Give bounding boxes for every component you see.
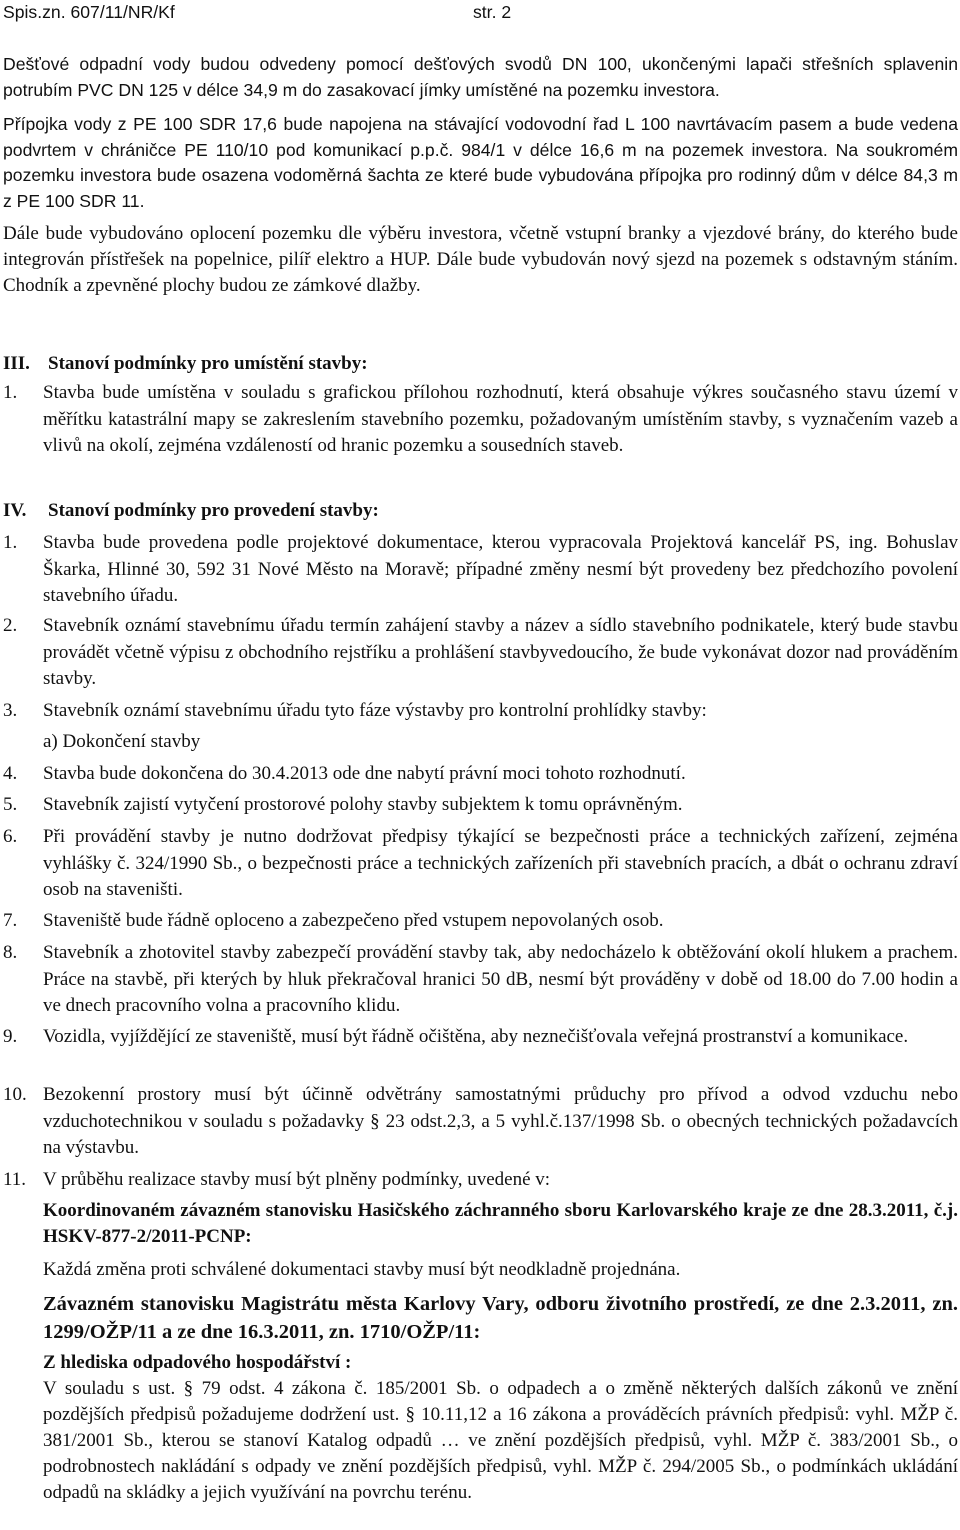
mmkv-statement-heading: Závazném stanovisku Magistrátu města Karlovy Vary, odboru životního prostředí, ze dne 2.3.2011, zn. 1299/OŽP/11 a ze dne 16.3.2011, zn. 1710/OŽP/11: [43,1293,958,1343]
list-item [3,1082,958,1162]
item-text: Stavba bude umístěna v souladu s grafickou přílohou rozhodnutí, která obsahuje výkres současného stavu území v měřítku katastrální mapy se zakreslením stavebního pozemku, požadovaným umístěním stavby, s vyznačením vazeb a vlivů na okolí, zejména vzdáleností od hranic pozemku a sousedních staveb. [43,382,958,456]
item-text: Stavba bude dokončena do 30.4.2013 ode dne nabytí právní moci tohoto rozhodnutí. [43,763,686,784]
list-item [3,380,958,460]
list-item [3,940,958,1020]
hzs-statement-heading: Koordinovaném závazném stanovisku Hasičského záchranného sboru Karlovarského kraje ze dne 28.3.2011, č.j. HSKV-877-2/2011-PCNP: [43,1200,958,1247]
item-number: 10. [3,1084,27,1105]
section-number: IV. [3,500,27,521]
subitem-text: Dokončení stavby [62,731,201,752]
page-number: str. 2 [473,2,512,22]
paragraph-water-connection-a: Přípojka vody z PE 100 SDR 17,6 bude napojena na stávající vodovodní řad L 100 navrtávacím pasem a bude vedena podvrtem v chráničce PE 110/10 pod komunikací p.p.č. 984/1 v délce 16,6 m na pozemek investora. [3,114,958,160]
item-number: 1. [3,532,18,553]
list-subitem [43,729,200,755]
waste-management-text: V souladu s ust. § 79 odst. 4 zákona č. 185/2001 Sb. o odpadech a o změně některých dalších zákonů ve znění pozdějších předpisů požadujeme dodržení ust. § 10.11,12 a 16 zákona a prováděcích právních předpisů: vyhl. MŽP č. 381/2001 Sb., kterou se stanoví Katalog odpadů … ve znění pozdějších předpisů, vyhl. MŽP č. 383/2001 Sb., o podrobnostech nakládání s odpady ve znění pozdějších předpisů, vyhl. MŽP č. 294/2005 Sb., o podmínkách ukládání odpadů na skládky a jejich využívání na povrchu terénu. [43,1378,958,1503]
item-text: Bezokenní prostory musí být účinně odvětrány samostatnými průduchy pro přívod a odvod vzduchu nebo vzduchotechnikou v souladu s požadavky § 23 odst.2,3, a 5 vyhl.č.137/1998 Sb. o obecných technických požadavcích na výstavbu. [43,1084,958,1158]
paragraph-water-connection-b: Na soukromém pozemku investora bude osazena vodoměrná šachta ze které bude vybudována přípojka pro rodinný dům v délce 84,3 m z PE 100 SDR 11. [3,139,958,211]
item-number: 8. [3,942,18,963]
paragraph-fencing: Dále bude vybudováno oplocení pozemku dle výběru investora, včetně vstupní branky a vjezdové brány, do kterého bude integrován přístřešek na popelnice, pilíř elektro a HUP. Dále bude vybudován nový sjezd na pozemek s odstavným stáním. Chodník a zpevněné plochy budou ze zámkové dlažby. [3,223,958,296]
item-text: V průběhu realizace stavby musí být plněny podmínky, uvedené v: [43,1169,551,1190]
list-item [3,792,958,819]
file-reference: Spis.zn. 607/11/NR/Kf [3,2,175,22]
item-number: 4. [3,763,18,784]
item-text: Staveniště bude řádně oploceno a zabezpečeno před vstupem nepovolaných osob. [43,910,664,931]
item-text: Stavebník zajistí vytyčení prostorové polohy stavby subjektem k tomu oprávněným. [43,794,683,815]
item-text: Vozidla, vyjíždějící ze staveniště, musí být řádně očištěna, aby neznečišťovala veřejná prostranství a komunikace. [43,1026,909,1047]
list-item [3,824,958,904]
subitem-letter: a) [43,731,58,752]
item-text: Stavba bude provedena podle projektové dokumentace, kterou vypracovala Projektová kancelář PS, ing. Bohuslav Škarka, Hlinné 30, 592 31 Nové Město na Moravě; případné změny nesmí být provedeny bez předchozího povolení stavebního úřadu. [43,532,958,606]
section-title: Stanoví podmínky pro provedení stavby: [48,500,379,521]
item-number: 7. [3,910,18,931]
item-number: 5. [3,794,18,815]
section-number: III. [3,353,30,374]
list-item [3,908,958,935]
item-number: 6. [3,826,18,847]
section-heading-iii [3,351,368,377]
item-number: 2. [3,615,18,636]
item-text: Stavebník a zhotovitel stavby zabezpečí provádění stavby tak, aby nedocházelo k obtěžování okolí hlukem a prachem. Práce na stavbě, při kterých by hluk překračoval hranici 50 dB, nesmí být prováděny v době od 18.00 do 7.00 hodin a ve dnech pracovního volna a pracovního klidu. [43,942,958,1016]
item-number: 1. [3,382,18,403]
hzs-statement-text: Každá změna proti schválené dokumentaci stavby musí být neodkladně projednána. [43,1259,681,1280]
waste-management-subheading: Z hlediska odpadového hospodářství : [43,1352,352,1373]
list-item [3,1024,958,1051]
paragraph-rainwater: Dešťové odpadní vody budou odvedeny pomocí dešťových svodů DN 100, ukončenými lapači střešních splavenin potrubím PVC DN 125 v délce 34,9 m do zasakovací jímky umístěné na pozemku investora. [3,54,958,100]
item-number: 11. [3,1169,27,1190]
list-item [3,1167,958,1194]
section-heading-iv [3,498,379,524]
item-number: 9. [3,1026,18,1047]
list-item [3,698,958,725]
list-item [3,761,958,788]
item-number: 3. [3,700,18,721]
item-text: Stavebník oznámí stavebnímu úřadu termín zahájení stavby a název a sídlo stavebního podnikatele, který bude stavbu provádět včetně výpisu z obchodního rejstříku a prohlášení stavbyvedoucího, že bude vykonávat dozor nad prováděním stavby. [43,615,958,689]
item-text: Stavebník oznámí stavebnímu úřadu tyto fáze výstavby pro kontrolní prohlídky stavby: [43,700,707,721]
list-item [3,530,958,610]
item-text: Při provádění stavby je nutno dodržovat předpisy týkající se bezpečnosti práce a technických zařízení, zejména vyhlášky č. 324/1990 Sb., o bezpečnosti práce a technických zařízeních při stavebních pracích, a dbát o ochranu zdraví osob na staveništi. [43,826,958,900]
section-title: Stanoví podmínky pro umístění stavby: [48,353,368,374]
paragraph-water-connection [3,112,958,214]
list-item [3,613,958,693]
